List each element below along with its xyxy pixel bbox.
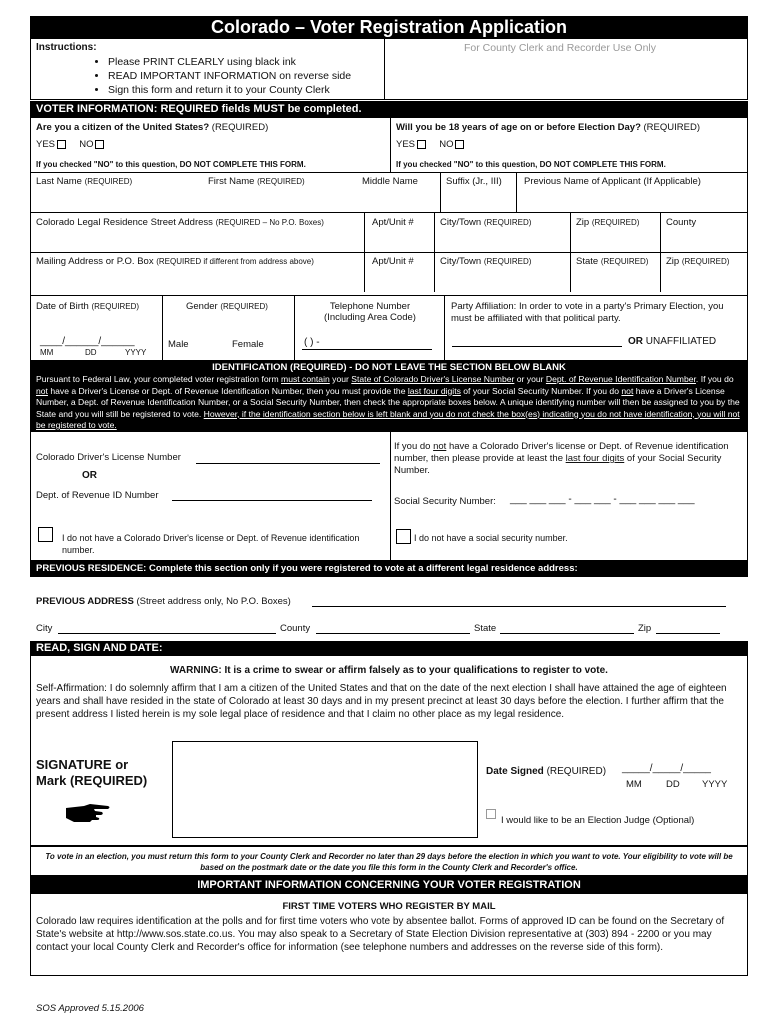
- pointing-hand-icon: [64, 802, 112, 824]
- no-ssn-checkbox[interactable]: [396, 529, 411, 544]
- mailing-address-field[interactable]: Mailing Address or P.O. Box (REQUIRED if different from address above): [36, 256, 314, 267]
- citizen-warning: If you checked "NO" to this question, DO NOT COMPLETE THIS FORM.: [36, 160, 306, 169]
- important-info-header: IMPORTANT INFORMATION CONCERNING YOUR VOTER REGISTRATION: [30, 876, 748, 894]
- previous-city-field[interactable]: [58, 633, 276, 634]
- phone-field[interactable]: ( ) -: [304, 337, 320, 348]
- mailing-city-field[interactable]: City/Town (REQUIRED): [440, 256, 532, 267]
- previous-county-field[interactable]: [316, 633, 470, 634]
- date-signed-label: Date Signed (REQUIRED): [486, 766, 607, 777]
- voter-info-header: VOTER INFORMATION: REQUIRED fields MUST be completed.: [30, 101, 748, 117]
- gender-male-option[interactable]: Male: [168, 339, 189, 350]
- residence-city-field[interactable]: City/Town (REQUIRED): [440, 217, 532, 228]
- instructions-heading: Instructions:: [36, 42, 97, 53]
- mailing-apt-field[interactable]: Apt/Unit #: [372, 256, 414, 267]
- approval-footer: SOS Approved 5.15.2006: [36, 1003, 144, 1014]
- first-time-voters-heading: FIRST TIME VOTERS WHO REGISTER BY MAIL: [282, 901, 496, 912]
- mailing-state-field[interactable]: State (REQUIRED): [576, 256, 649, 267]
- identification-header: IDENTIFICATION (REQUIRED) - DO NOT LEAVE THE SECTION BELOW BLANK: [30, 361, 748, 374]
- important-info-body: Colorado law requires identification at the polls and for first time voters who vote by absentee ballot. Forms of approved ID can be found on the Secretary of State's website at http://www.sos.state.co.us. You may also speak to a Secretary of State Election Division representative at (303) 894 - 2200 or you may contact your local County Clerk and Recorder's office for information (see telephone numbers and addresses on the reverse side of this form).: [36, 916, 725, 953]
- dor-id-field[interactable]: [172, 500, 372, 501]
- gender-label: Gender (REQUIRED): [186, 301, 268, 312]
- dob-dd: DD: [85, 348, 97, 357]
- age-yes-checkbox[interactable]: [417, 140, 426, 149]
- previous-county-label: County: [280, 623, 311, 634]
- drivers-license-field[interactable]: [196, 463, 380, 464]
- unaffiliated-option[interactable]: OR UNAFFILIATED: [628, 336, 717, 347]
- signature-field[interactable]: [172, 741, 478, 838]
- instruction-item: • Sign this form and return it to your County Clerk: [108, 83, 351, 97]
- dor-id-label: Dept. of Revenue ID Number: [36, 490, 159, 501]
- instruction-item: • READ IMPORTANT INFORMATION on reverse side: [108, 69, 351, 83]
- previous-zip-label: Zip: [638, 623, 652, 634]
- previous-name-field[interactable]: Previous Name of Applicant (If Applicable): [524, 176, 701, 187]
- identification-instructions: Pursuant to Federal Law, your completed voter registration form must contain your State of Colorado Driver's License Number or your Dept. of Revenue Identification Number. If you do not have a Driver's License or Dept. of Revenue Identification Number, then you must provide the last four digits of your Social Security Number. If you do not have a Driver's License Number, a Dept. of Revenue Identification Number, or a Social Security Number, then check the appropriate boxes below. A unique identifying number will then be assigned to you by the State and you will still be registered to vote. However, if the identification section below is left blank and you do not check the box(es) indicating you do not have identification, you will not be registered to vote.: [30, 374, 748, 431]
- age-question: Will you be 18 years of age on or before Election Day? (REQUIRED): [396, 122, 700, 133]
- sign-header: READ, SIGN AND DATE:: [30, 641, 748, 656]
- citizen-yes-checkbox[interactable]: [57, 140, 66, 149]
- age-options: YES NO: [396, 139, 464, 150]
- signature-label: SIGNATURE or Mark (REQUIRED): [36, 757, 148, 788]
- county-use-label: For County Clerk and Recorder Use Only: [464, 42, 656, 54]
- residence-address-field[interactable]: Colorado Legal Residence Street Address (REQUIRED – No P.O. Boxes): [36, 217, 324, 228]
- previous-address-label: PREVIOUS ADDRESS (Street address only, No P.O. Boxes): [36, 596, 291, 607]
- drivers-license-label: Colorado Driver's License Number: [36, 452, 181, 463]
- citizen-no-checkbox[interactable]: [95, 140, 104, 149]
- previous-zip-field[interactable]: [656, 633, 720, 634]
- age-warning: If you checked "NO" to this question, DO NOT COMPLETE THIS FORM.: [396, 160, 666, 169]
- ssn-field[interactable]: ___ ___ ___ - ___ ___ - ___ ___ ___ ___: [510, 494, 695, 505]
- date-mm: MM: [626, 779, 642, 790]
- residence-apt-field[interactable]: Apt/Unit #: [372, 217, 414, 228]
- previous-address-field[interactable]: [312, 606, 726, 607]
- party-label: Party Affiliation: In order to vote in a party's Primary Election, you must be affiliated with that political party.: [451, 301, 724, 324]
- previous-residence-header: PREVIOUS RESIDENCE: Complete this section only if you were registered to vote at a different legal residence address:: [30, 561, 748, 577]
- last-name-field[interactable]: Last Name (REQUIRED): [36, 176, 133, 187]
- citizen-options: YES NO: [36, 139, 104, 150]
- residence-county-field[interactable]: County: [666, 217, 697, 228]
- self-affirmation-text: Self-Affirmation: I do solemnly affirm that I am a citizen of the United States and that on the date of the next election I shall have attained the age of eighteen years and shall have resided in the state of Colorado at least 30 days and in my present precinct at least 30 days before the election. I further affirm that the present address I listed herein is my sole legal place of residence and that I claim no other place as my legal residence.: [36, 683, 727, 720]
- age-no-checkbox[interactable]: [455, 140, 464, 149]
- residence-zip-field[interactable]: Zip (REQUIRED): [576, 217, 640, 228]
- date-yyyy: YYYY: [702, 779, 728, 790]
- election-judge-label: I would like to be an Election Judge (Optional): [501, 815, 695, 826]
- citizen-question: Are you a citizen of the United States? (REQUIRED): [36, 122, 269, 133]
- previous-state-field[interactable]: [500, 633, 634, 634]
- previous-city-label: City: [36, 623, 53, 634]
- middle-name-field[interactable]: Middle Name: [362, 176, 418, 187]
- instructions-list: [108, 55, 351, 97]
- election-judge-checkbox[interactable]: [486, 809, 496, 819]
- return-deadline-note: To vote in an election, you must return this form to your County Clerk and Recorder no later than 29 days before the election in which you want to vote. Your eligibility to vote will be based on the postmark date or the date you file this form in the County Clerk and Recorder's office.: [45, 852, 733, 872]
- party-field[interactable]: [452, 346, 622, 347]
- dob-label: Date of Birth (REQUIRED): [36, 301, 140, 312]
- form-title: Colorado – Voter Registration Application: [30, 16, 748, 38]
- dob-yyyy: YYYY: [125, 348, 147, 357]
- no-ssn-label: I do not have a social security number.: [414, 533, 568, 543]
- warning-text: WARNING: It is a crime to swear or affirm falsely as to your qualifications to register to vote.: [170, 665, 608, 676]
- dob-field[interactable]: ____/______/______: [40, 336, 135, 347]
- previous-state-label: State: [474, 623, 497, 634]
- gender-female-option[interactable]: Female: [232, 339, 264, 350]
- or-label: OR: [82, 470, 97, 481]
- instruction-item: • Please PRINT CLEARLY using black ink: [108, 55, 351, 69]
- date-dd: DD: [666, 779, 680, 790]
- phone-label: Telephone Number (Including Area Code): [324, 301, 416, 323]
- suffix-field[interactable]: Suffix (Jr., III): [446, 176, 502, 187]
- ssn-instructions: If you do not have a Colorado Driver's license or Dept. of Revenue identification number, then please provide at least the last four digits of your Social Security Number.: [394, 441, 729, 476]
- no-license-label: I do not have a Colorado Driver's license or Dept. of Revenue identification number.: [62, 533, 360, 555]
- dob-mm: MM: [40, 348, 54, 357]
- first-name-field[interactable]: First Name (REQUIRED): [208, 176, 305, 187]
- date-signed-field[interactable]: _____/_____/_____: [622, 763, 711, 774]
- no-license-checkbox[interactable]: [38, 527, 53, 542]
- ssn-label: Social Security Number:: [394, 496, 496, 507]
- mailing-zip-field[interactable]: Zip (REQUIRED): [666, 256, 730, 267]
